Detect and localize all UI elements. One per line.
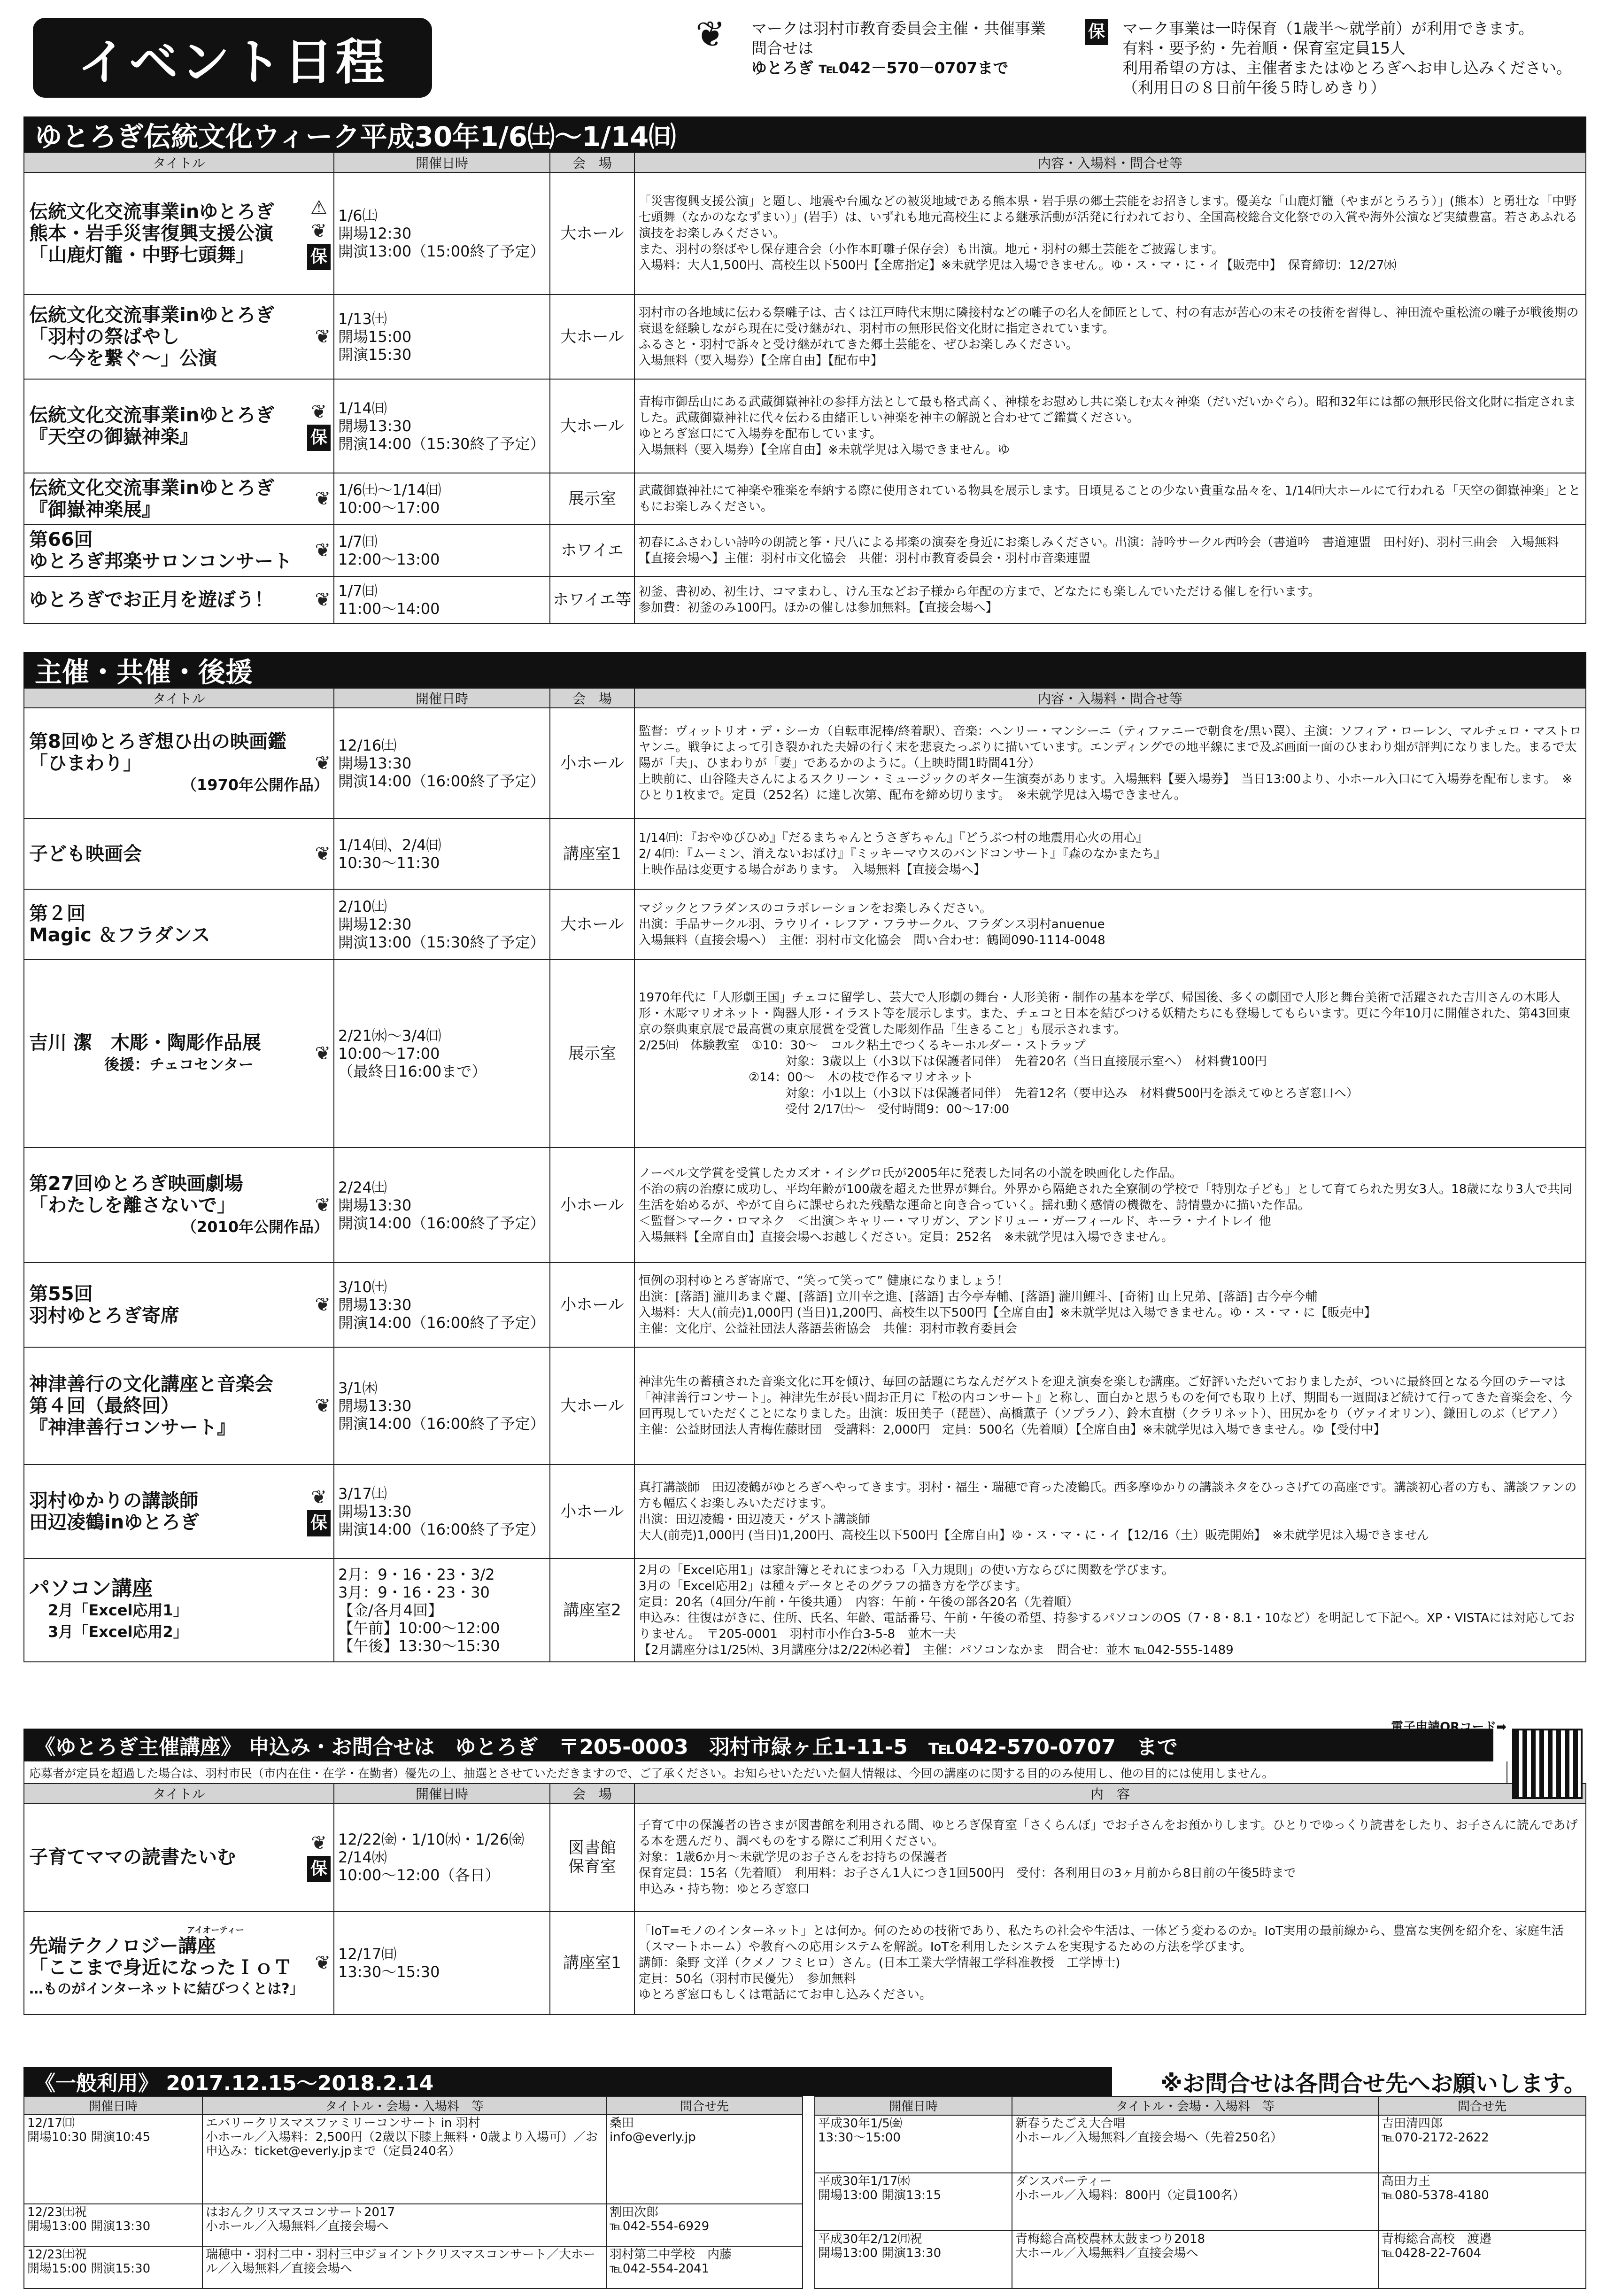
mark-contact: ゆとろぎ ℡042－570－0707まで — [751, 59, 1009, 77]
general-note: ※お問合せは各問合せ先へお願いします。 — [1112, 2067, 1586, 2096]
general-title: 新春うたごえ大合唱 小ホール／入場無料／直接会場へ（先着250名） — [1012, 2115, 1378, 2173]
general-contact: 高田力王 ℡080-5378-4180 — [1378, 2173, 1586, 2231]
nursery-mark-icon: 保 — [307, 244, 331, 270]
general-contact: 桑田 info@everly.jp — [606, 2115, 803, 2204]
event-subtitle: 後援：チェコセンター — [104, 1055, 254, 1073]
event-title-cell — [24, 295, 334, 379]
event-title: 第27回ゆとろぎ映画劇場 「わたしを離さないで」 — [29, 1172, 243, 1216]
event-table — [23, 152, 1586, 624]
col-details: 内容・入場料・問合せ等 — [634, 153, 1586, 172]
general-table-right — [814, 2096, 1586, 2289]
event-datetime: 2/10㈯ 開場12:30 開演13:00（15:30終了予定） — [334, 889, 550, 960]
table-row — [24, 2204, 803, 2246]
section-title: 《ゆとろぎ主催講座》 申込み・お問合せは ゆとろぎ 〒205-0003 羽村市緑ヶ丘1-11-5 ℡042-570-0707 まで — [23, 1729, 1493, 1761]
col-title: タイトル — [24, 153, 334, 172]
nursery-mark-icon: 保 — [307, 425, 331, 451]
general-datetime: 平成30年1/17㈬ 開場13:00 開演13:15 — [815, 2173, 1012, 2231]
event-title-cell — [24, 1465, 334, 1559]
general-contact: 青梅総合高校 渡邉 ℡0428-22-7604 — [1378, 2231, 1586, 2288]
event-venue: 大ホール — [550, 1347, 634, 1465]
event-datetime: 1/14㈰、2/4㈰ 10:30～11:30 — [334, 819, 550, 889]
event-subtitle: …ものがインターネットに結びつくとは?」 — [29, 1981, 304, 1997]
section-title: ゆとろぎ伝統文化ウィーク平成30年1/6㈯～1/14㈰ — [23, 116, 1586, 152]
table-row — [24, 1911, 1586, 2015]
event-datetime: 1/14㈰ 開場13:30 開演14:00（15:30終了予定） — [334, 379, 550, 473]
col-content: 内 容 — [634, 1784, 1586, 1803]
nursery-mark-icon: 保 — [307, 1856, 331, 1882]
event-title: ゆとろぎでお正月を遊ぼう！ — [29, 589, 273, 611]
table-row — [24, 2115, 803, 2204]
event-datetime: 12/22㈮・1/10㈬・1/26㈮ 2/14㈬ 10:00～12:00（各日） — [334, 1803, 550, 1911]
event-title: 神津善行の文化講座と音楽会 第４回（最終回） 『神津善行コンサート』 — [29, 1373, 273, 1438]
general-datetime: 12/23㈯祝 開場13:00 開演13:30 — [24, 2204, 202, 2246]
event-title-cell — [24, 172, 334, 295]
table-row — [24, 708, 1586, 819]
general-title: ダンスパーティー 小ホール／入場料：800円（定員100名） — [1012, 2173, 1378, 2231]
event-title: 伝統文化交流事業inゆとろぎ 熊本・岩手災害復興支援公演 「山鹿灯籠・中野七頭舞」 — [29, 201, 275, 266]
mark-note-line: 問合せは — [751, 39, 813, 57]
nursery-note-line: マーク事業は一時保育（1歳半～就学前）が利用できます。 — [1122, 19, 1534, 38]
section-title: 《一般利用》 2017.12.15～2018.2.14 — [23, 2067, 1113, 2096]
feather-mark-icon: ❦ — [315, 752, 331, 774]
feather-mark-icon: ❦ — [315, 1194, 331, 1216]
event-title-cell — [24, 708, 334, 819]
general-contact: 吉田清四郎 ℡070-2172-2622 — [1378, 2115, 1586, 2173]
table-row — [24, 473, 1586, 525]
event-title-cell — [24, 1347, 334, 1465]
event-datetime: 2/21㈬～3/4㈰ 10:00～17:00 （最終日16:00まで） — [334, 960, 550, 1148]
general-datetime: 12/17㈰ 開場10:30 開演10:45 — [24, 2115, 202, 2204]
event-title: 第２回 Magic ＆フラダンス — [29, 903, 210, 946]
nursery-note — [1085, 19, 1572, 98]
feather-mark-icon: ❦ — [311, 220, 327, 242]
table-row — [815, 2115, 1586, 2173]
event-venue: 展示室 — [550, 960, 634, 1148]
event-datetime: 1/13㈯ 開場15:00 開演15:30 — [334, 295, 550, 379]
feather-mark-icon: ❦ — [315, 1294, 331, 1316]
general-title: 瑞穂中・羽村二中・羽村三中ジョイントクリスマスコンサート／大ホール／入場無料／直接会場へ — [202, 2246, 606, 2288]
event-datetime: 1/7㈰ 11:00～14:00 — [334, 576, 550, 623]
event-title: 先端テクノロジー講座 「ここまで身近になったＩｏＴ — [29, 1935, 292, 1978]
event-title: 子ども映画会 — [29, 843, 142, 865]
event-datetime: 1/6㈯～1/14㈰ 10:00～17:00 — [334, 473, 550, 525]
general-contact: 割田次郎 ℡042-554-6929 — [606, 2204, 803, 2246]
feather-mark-icon: ❦ — [315, 843, 331, 865]
event-details: 羽村市の各地域に伝わる祭囃子は、古くは江戸時代末期に隣接村などの囃子の名人を師匠として、村の有志が苦心の末その技術を習得し、神田流や重松流の囃子が戦後期の衰退を経験しながら現在に受け継がれ、羽村市の無形民俗文化財に指定されています。 ふるさと・羽村で訴々と受け継がれてきた郷土芸能を、ぜひお楽しみください。 入場無料（要入場券）【全席自由】【配布中】 — [634, 295, 1586, 379]
event-details: 真打講談師 田辺凌鶴がゆとろぎへやってきます。羽村・福生・瑞穂で育った凌鶴氏。西多摩ゆかりの講談ネタをひっさげての高座です。講談初心者の方も、講談ファンの方も幅広くお楽しみいただけます。 出演：田辺凌鶴・田辺凌天・ゲスト講談師 大人(前売)1,000円 (当日)1,200円、高校生以下500円【全席自由】ゆ・ス・マ・に・イ【12/16（土）販売開始】 ※未就学児は入場できません — [634, 1465, 1586, 1559]
event-details: 「災害復興支援公演」と題し、地震や台風などの被災地域である熊本県・岩手県の郷土芸能をお招きします。優美な「山鹿灯籠（やまがとうろう）」(熊本）と勇壮な「中野七頭舞（なかのななずまい）」(岩手）は、いずれも地元高校生による継承活動が活発に行われており、全国高校総合文化祭での入賞や海外公演など実績豊富。若さあふれる演技をお楽しみください。 また、羽村の祭ばやし保存連合会（小作本町囃子保存会）も出演。地元・羽村の郷土芸能をご披露します。 入場料：大人1,500円、高校生以下500円【全席指定】※未就学児は入場できません。ゆ・ス・マ・に・イ【販売中】 保育締切：12/27㈬ — [634, 172, 1586, 295]
table-row — [24, 379, 1586, 473]
event-title-cell — [24, 1911, 334, 2015]
table-row — [24, 1803, 1586, 1911]
event-title-cell — [24, 1803, 334, 1911]
event-subtitle: （2010年公開作品） — [181, 1218, 329, 1236]
col-datetime: 開催日時 — [334, 688, 550, 708]
table-row — [815, 2231, 1586, 2288]
event-title-cell — [24, 1148, 334, 1263]
event-venue: 小ホール — [550, 708, 634, 819]
event-title: 第8回ゆとろぎ想ひ出の映画鑑 「ひまわり」 — [29, 731, 286, 774]
triangle-mark-icon: ⚠ — [310, 197, 327, 218]
event-details: 初春にふさわしい詩吟の朗読と筝・尺八による邦楽の演奏を身近にお楽しみください。出演：詩吟サークル西吟会（書道吟 書道連盟 田村好)、羽村三曲会 入場無料【直接会場へ】主催：羽村市文化協会 共催：羽村市教育委員会・羽村市音楽連盟 — [634, 525, 1586, 576]
general-contact: 羽村第二中学校 内藤 ℡042-554-2041 — [606, 2246, 803, 2288]
nursery-note-line: 有料・要予約・先着順・保育室定員15人 — [1122, 39, 1406, 57]
event-title-cell — [24, 1263, 334, 1347]
event-title: 伝統文化交流事業inゆとろぎ 『天空の御嶽神楽』 — [29, 404, 275, 448]
event-title: パソコン講座 — [29, 1576, 153, 1600]
general-table-left — [23, 2096, 803, 2289]
nursery-mark-icon: 保 — [307, 1510, 331, 1536]
page-title: イベント日程 — [33, 18, 432, 98]
general-datetime: 平成30年1/5㈮ 13:30～15:00 — [815, 2115, 1012, 2173]
event-venue: 図書館 保育室 — [550, 1803, 634, 1911]
event-title-cell — [24, 576, 334, 623]
event-datetime: 3/10㈯ 開場13:30 開演14:00（16:00終了予定） — [334, 1263, 550, 1347]
section-general-use — [23, 2067, 1586, 2289]
event-details: マジックとフラダンスのコラボレーションをお楽しみください。 出演：手品サークル羽、ラウリイ・レフア・フラサークル、フラダンス羽村anuenue 入場無料（直接会場へ） 主催：羽村市文化協会 問い合わせ：鶴岡090-1114-0048 — [634, 889, 1586, 960]
event-details: 青梅市御岳山にある武蔵御嶽神社の参拝方法として最も格式高く、神様をお慰めし共に楽しむ太々神楽（だいだいかぐら）。昭和32年には都の無形民俗文化財に指定されました。武蔵御嶽神社に代々伝わる由緒正しい神楽を神主の解説と合わせてご鑑賞ください。 ゆとろぎ窓口にて入場券を配布しています。 入場無料（要入場券）【全席自由】※未就学児は入場できません。ゆ — [634, 379, 1586, 473]
event-venue: 展示室 — [550, 473, 634, 525]
event-datetime: 1/7㈰ 12:00～13:00 — [334, 525, 550, 576]
section-title: 主催・共催・後援 — [23, 652, 1586, 688]
general-datetime: 12/23㈯祝 開場15:00 開演15:30 — [24, 2246, 202, 2288]
table-row — [24, 2246, 803, 2288]
event-venue: 小ホール — [550, 1263, 634, 1347]
event-subtitle: 3月「Excel応用2」 — [48, 1623, 188, 1641]
event-datetime: 2/24㈯ 開場13:30 開演14:00（16:00終了予定） — [334, 1148, 550, 1263]
event-venue: 小ホール — [550, 1148, 634, 1263]
feather-mark-icon: ❦ — [315, 540, 331, 561]
event-title-cell — [24, 525, 334, 576]
event-venue: 大ホール — [550, 889, 634, 960]
table-row — [24, 172, 1586, 295]
event-title: 伝統文化交流事業inゆとろぎ 「羽村の祭ばやし ～今を繋ぐ～」公演 — [29, 304, 275, 369]
event-venue: 講座室1 — [550, 1911, 634, 2015]
event-subtitle: 2月「Excel応用1」 — [48, 1601, 188, 1619]
event-title-cell — [24, 473, 334, 525]
event-subtitle: （1970年公開作品） — [181, 776, 329, 794]
table-row — [24, 889, 1586, 960]
event-details: 子育て中の保護者の皆さまが図書館を利用される間、ゆとろぎ保育室「さくらんぼ」でお子さんをお預かりします。ひとりでゆっくり読書をしたり、お子さんに読んであげる本を選んだり、調べものをする際にご利用ください。 対象：1歳6か月～未就学児のお子さんをお持ちの保護者 保育定員：15名（先着順） 利用料：お子さん1人につき1回500円 受付：各利用日の3ヶ月前から8日前の午後5時まで 申込み・持ち物：ゆとろぎ窓口 — [634, 1803, 1586, 1911]
event-title: 伝統文化交流事業inゆとろぎ 『御嶽神楽展』 — [29, 477, 275, 520]
col-venue: 会 場 — [550, 1784, 634, 1803]
col-title: タイトル — [24, 1784, 334, 1803]
col-venue: 会 場 — [550, 153, 634, 172]
qr-label: 電子申請QRコード➡ — [1391, 1720, 1507, 1734]
general-title: エバリークリスマスファミリーコンサート in 羽村 小ホール／入場料：2,500円（2歳以下膝上無料・0歳より入場可）／お申込み：ticket@everly.jpまで（定員240名） — [202, 2115, 606, 2204]
event-title: 羽村ゆかりの講談師 田辺凌鶴inゆとろぎ — [29, 1490, 200, 1533]
event-venue: ホワイエ — [550, 525, 634, 576]
event-datetime: 3/1㈭ 開場13:30 開演14:00（16:00終了予定） — [334, 1347, 550, 1465]
general-title: はおんクリスマスコンサート2017 小ホール／入場無料／直接会場へ — [202, 2204, 606, 2246]
event-title: 子育てママの読書たいむ — [29, 1846, 236, 1868]
table-row — [24, 295, 1586, 379]
event-table — [23, 688, 1586, 1662]
col-contact: 問合せ先 — [606, 2096, 803, 2115]
mark-note-line: マークは羽村市教育委員会主催・共催事業 — [751, 19, 1046, 38]
col-details: 内容・入場料・問合せ等 — [634, 688, 1586, 708]
table-row — [24, 1148, 1586, 1263]
table-row — [24, 819, 1586, 889]
table-row — [24, 1559, 1586, 1662]
event-title: 吉川 潔 木彫・陶彫作品展 — [29, 1032, 261, 1054]
table-row — [815, 2173, 1586, 2231]
event-details: 監督：ヴィットリオ・デ・シーカ（自転車泥棒/終着駅）、音楽：ヘンリー・マンシーニ（ティファニーで朝食を/黒い罠）、主演：ソフィア・ローレン、マルチェロ・マストロヤンニ。戦争によって引き裂かれた夫婦の行く末を悲哀たっぷりに描いています。エンディングでの地平線にまで及ぶ画面一面のひまわり畑が評判になりました。まるで太陽が「夫」、ひまわりが「妻」であるかのように。（上映時間1時間41分） 上映前に、山谷隆夫さんによるスクリーン・ミュージックのギター生演奏があります。入場無料【要入場券】 当日13:00より、小ホール入口にて入場券を配布します。 ※ひとり1枚まで。定員（252名）に達し次第、配布を締め切ります。 ※未就学児は入場できません。 — [634, 708, 1586, 819]
table-row — [24, 1465, 1586, 1559]
event-datetime: 1/6㈯ 開場12:30 開演13:00（15:00終了予定） — [334, 172, 550, 295]
section-culture-week — [23, 116, 1586, 624]
event-venue: 大ホール — [550, 379, 634, 473]
event-venue: 大ホール — [550, 172, 634, 295]
event-datetime: 12/16㈯ 開場13:30 開演14:00（16:00終了予定） — [334, 708, 550, 819]
col-datetime: 開催日時 — [24, 2096, 202, 2115]
event-venue: 講座室1 — [550, 819, 634, 889]
table-row — [24, 960, 1586, 1148]
event-datetime: 12/17㈰ 13:30～15:30 — [334, 1911, 550, 2015]
event-title: 第66回 ゆとろぎ邦楽サロンコンサート — [29, 529, 292, 572]
col-datetime: 開催日時 — [334, 153, 550, 172]
event-title-cell — [24, 960, 334, 1148]
col-title: タイトル・会場・入場料 等 — [1012, 2096, 1378, 2115]
event-venue: 大ホール — [550, 295, 634, 379]
event-datetime: 2月：9・16・23・3/2 3月：9・16・23・30 【金/各月4回】 【午前】10:00～12:00 【午後】13:30～15:30 — [334, 1559, 550, 1662]
feather-mark-icon: ❦ — [311, 1832, 327, 1854]
event-venue: 講座室2 — [550, 1559, 634, 1662]
general-datetime: 平成30年2/12㈪祝 開場13:00 開演13:30 — [815, 2231, 1012, 2288]
ruby-text: アイオーティー — [186, 1925, 244, 1935]
feather-mark-icon: ❦ — [315, 326, 331, 348]
event-details: ノーベル文学賞を受賞したカズオ・イシグロ氏が2005年に発表した同名の小説を映画化した作品。 不治の病の治療に成功し、平均年齢が100歳を超えた世界が舞台。外界から隔絶された全寮制の学校で「特別な子ども」として育てられた男女3人。18歳になり3人で共同生活を始めるが、やがて自らに課せられた残酷な運命と向き合っていく。揺れ動く感情の機微を、詩情豊かに描いた作品。 ＜監督＞マーク・ロマネク ＜出演＞キャリー・マリガン、アンドリュー・ガーフィールド、キーラ・ナイトレイ 他 入場無料【全席自由】直接会場へお越しください。定員：252名 ※未就学児は入場できません。 — [634, 1148, 1586, 1263]
qr-code-icon[interactable] — [1512, 1729, 1583, 1799]
event-details: 恒例の羽村ゆとろぎ寄席で、“笑って笑って” 健康になりましょう！ 出演：[落語] 瀧川あまぐ麗、[落語] 立川幸之進、[落語] 古今亭寿輔、[落語] 瀧川鯉斗、[奇術] 山上兄弟、[落語] 古今亭今輔 入場料：大人(前売)1,000円 (当日)1,200円、高校生以下500円【全席自由】※未就学児は入場できません。ゆ・ス・マ・に【販売中】 主催：文化庁、公益社団法人落語芸術協会 共催：羽村市教育委員会 — [634, 1263, 1586, 1347]
event-title-cell — [24, 379, 334, 473]
table-row — [24, 1347, 1586, 1465]
mark-note — [695, 13, 1046, 78]
event-details: 1970年代に「人形劇王国」チェコに留学し、芸大で人形劇の舞台・人形美術・制作の基本を学び、帰国後、多くの劇団で人形と舞台美術で活躍された吉川さんの木彫人形・木彫マリオネット・陶器人形・イラスト等を展示します。また、チェコと日本を結びつける妖精たちにも登場してもらいます。更に今年10月に開催された、第43回東京の祭典東京展で最高賞の東京展賞を受賞した彫刻作品「生きること」も展示されます。 2/25㈰ 体験教室 ①10：30～ コルク粘土でつくるキーホルダー・ストラップ 対象：3歳以上（小3以下は保護者同伴） 先着20名（当日直接展示室へ） 材料費100円 ②14：00～ 木の枝で作るマリオネット 対象：小1以上（小3以下は保護者同伴） 先着12名（要申込み 材料費500円を添えてゆとろぎ窓口へ） 受付 2/17㈯～ 受付時間9：00～17:00 — [634, 960, 1586, 1148]
event-details: 武蔵御嶽神社にて神楽や雅楽を奉納する際に使用されている物具を展示します。日頃見ることの少ない貴重な品々を、1/14㈰大ホールにて行われる「天空の御嶽神楽」とともにお楽しみください。 — [634, 473, 1586, 525]
feather-mark-icon: ❦ — [695, 13, 726, 55]
general-title: 青梅総合高校農林太鼓まつり2018 大ホール／入場無料／直接会場へ — [1012, 2231, 1378, 2288]
feather-mark-icon: ❦ — [311, 401, 327, 423]
col-datetime: 開催日時 — [334, 1784, 550, 1803]
feather-mark-icon: ❦ — [315, 589, 331, 611]
privacy-notice: 応募者が定員を超過した場合は、羽村市民（市内在住・在学・在勤者）優先の上、抽選とさせていただきますので、ご了承ください。お知らせいただいた個人情報は、今回の講座のに関する目的のみ使用し、他の目的には使用しません。 — [23, 1761, 1507, 1783]
event-details: 「IoT=モノのインターネット」とは何か。何のための技術であり、私たちの社会や生活は、一体どう変わるのか。IoT実用の最前線から、豊富な実例を紹介を、家庭生活（スマートホーム）や教育への応用システムを解説。IoTを利用したシステムを実現するための方法を学びます。 講師：粂野 文洋（クメノ フミヒロ）さん。(日本工業大学情報工学科准教授 工学博士) 定員：50名（羽村市民優先） 参加無料 ゆとろぎ窓口もしくは電話にてお申し込みください。 — [634, 1911, 1586, 2015]
section-hosted-events — [23, 652, 1586, 1662]
col-venue: 会 場 — [550, 688, 634, 708]
table-row — [24, 576, 1586, 623]
feather-mark-icon: ❦ — [315, 1395, 331, 1417]
col-title: タイトル — [24, 688, 334, 708]
event-title-cell — [24, 1559, 334, 1662]
event-venue: 小ホール — [550, 1465, 634, 1559]
course-table — [23, 1783, 1586, 2015]
feather-mark-icon: ❦ — [315, 1043, 331, 1064]
nursery-note-line: （利用日の８日前午後５時しめきり） — [1122, 78, 1386, 97]
table-row — [24, 525, 1586, 576]
col-datetime: 開催日時 — [815, 2096, 1012, 2115]
event-venue: ホワイエ等 — [550, 576, 634, 623]
event-title: 第55回 羽村ゆとろぎ寄席 — [29, 1283, 179, 1326]
event-title-cell — [24, 819, 334, 889]
event-details: 初釜、書初め、初生け、コマまわし、けん玉などお子様から年配の方まで、どなたにも楽しんでいただける催しを行います。 参加費：初釜のみ100円。ほかの催しは参加無料。【直接会場へ】 — [634, 576, 1586, 623]
event-title-cell — [24, 889, 334, 960]
section-yutorogi-courses — [23, 1720, 1586, 2015]
nursery-note-line: 利用希望の方は、主催者またはゆとろぎへお申し込みください。 — [1122, 59, 1572, 77]
event-details: 神津先生の蓄積された音楽文化に耳を傾け、毎回の話題にちなんだゲストを迎え演奏を楽しむ講座。ご好評いただいておりましたが、ついに最終回となる今回のテーマは「神津善行コンサート」。神津先生が長い間お正月に『松の内コンサート』と称し、面白かと思うものを何でも取り上げ、期間も一週間ほど続けて行ってきた音楽会を、今回再現していただくことになりました。出演：坂田美子（琵琶）、高橋薫子（ソプラノ）、鈴木直樹（クラリネット）、田尻かをり（ヴァイオリン）、鎌田しのぶ（ピアノ） 主催：公益財団法人青梅佐藤財団 受講料：2,000円 定員：500名（先着順）【全席自由】※未就学児は入場できません。ゆ【受付中】 — [634, 1347, 1586, 1465]
event-datetime: 3/17㈯ 開場13:30 開演14:00（16:00終了予定） — [334, 1465, 550, 1559]
col-title: タイトル・会場・入場料 等 — [202, 2096, 606, 2115]
feather-mark-icon: ❦ — [315, 1952, 331, 1974]
col-contact: 問合せ先 — [1378, 2096, 1586, 2115]
nursery-mark-icon: 保 — [1085, 19, 1108, 45]
feather-mark-icon: ❦ — [315, 488, 331, 510]
event-details: 1/14㈰：『おやゆびひめ』『だるまちゃんとうさぎちゃん』『どうぶつ村の地震用心火の用心』 2/ 4㈰：『ムーミン、消えないおばけ』『ミッキーマウスのバンドコンサート』『森のなかまたち』 上映作品は変更する場合があります。 入場無料【直接会場へ】 — [634, 819, 1586, 889]
event-details: 2月の「Excel応用1」は家計簿とそれにまつわる「入力規則」の使い方ならびに関数を学びます。 3月の「Excel応用2」は種々データとそのグラフの描き方を学びます。 定員：20名（4回分/午前・午後共通） 内容：午前・午後の部各20名（先着順） 申込み：往復はがきに、住所、氏名、年齢、電話番号、午前・午後の希望、持参するパソコンのOS（7・8・8.1・10など）を明記して下記へ。XP・VISTAには対応しておりません。 〒205-0001 羽村市小作台3-5-8 並木一夫 【2月講座分は1/25㈭、3月講座分は2/22㈭必着】 主催：パソコンなかま 問合せ：並木 ℡042-555-1489 — [634, 1559, 1586, 1662]
feather-mark-icon: ❦ — [311, 1487, 327, 1508]
table-row — [24, 1263, 1586, 1347]
